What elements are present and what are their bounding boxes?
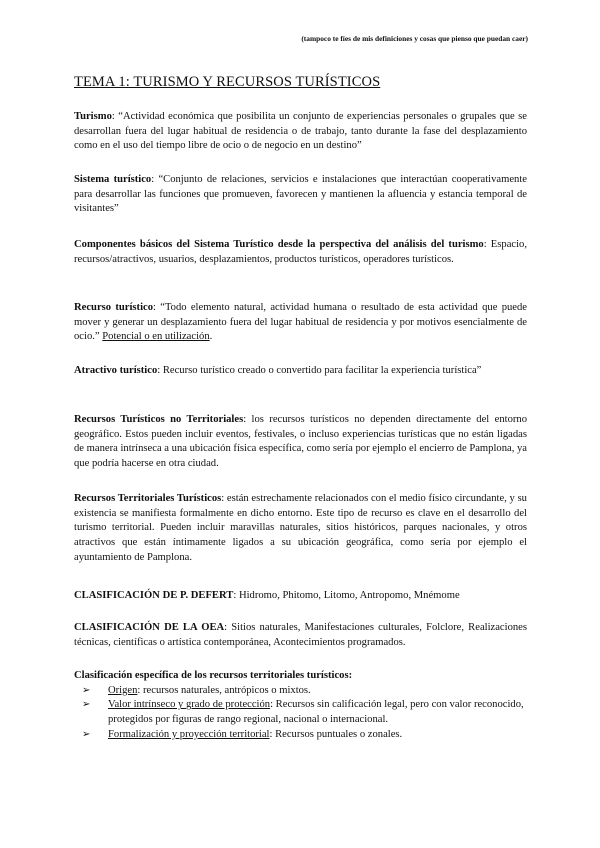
definition-atractivo-turistico [74, 364, 527, 379]
page-title: TEMA 1: TURISMO Y RECURSOS TURÍSTICOS [74, 74, 381, 90]
definition-term: Recursos Territoriales Turísticos [74, 493, 222, 504]
arrow-bullet-icon: ➢ [82, 728, 91, 740]
definition-text: : Sitios naturales, Manifestaciones culturales, Folclore, Realizaciones técnicas, científicas o artística contemporánea, Acontecimientos programados. [74, 622, 527, 648]
list-item-text: : Recursos sin calificación legal, pero con valor reconocido, protegidos por figuras de rango regional, nacional o internacional. [108, 699, 524, 726]
definition-text: : “Conjunto de relaciones, servicios e instalaciones que interactúan cooperativamente para desarrollar las funciones que promueven, favorecen y mantienen la afluencia y estancia temporal de visitantes” [74, 174, 527, 215]
list-item-text: : Recursos puntuales o zonales. [269, 728, 403, 740]
definition-text: : “Actividad económica que posibilita un conjunto de experiencias personales o grupales que se desarrollan fuera del lugar habitual de residencia o de trabajo, tanto durante la fase del desplazamiento como en el uso del tiempo libre de ocio o de negocio en un destino” [74, 111, 527, 152]
definition-text: : “Todo elemento natural, actividad humana o resultado de esta actividad que puede mover y generar un desplazamiento fuera del lugar habitual de residencia y por motivos esencialmente de ocio.” [74, 302, 527, 343]
list-item-label: Valor intrínseco y grado de protección [108, 699, 271, 711]
arrow-bullet-icon: ➢ [82, 684, 91, 696]
definition-text: : Hidromo, Phitomo, Litomo, Antropomo, Mnémome [233, 590, 460, 601]
list-item [74, 728, 527, 743]
definition-term: CLASIFICACIÓN DE P. DEFERT [74, 590, 234, 601]
definition-term: Recursos Turísticos no Territoriales [74, 414, 244, 425]
definition-term: Componentes básicos del Sistema Turístico desde la perspectiva del análisis del turismo [74, 239, 484, 250]
definition-after: . [209, 331, 213, 343]
definition-text: : los recursos turísticos no dependen directamente del entorno geográfico. Estos pueden incluir eventos, festivales, o incluso experiencias turísticas que no están ligadas de manera intrínseca a una ubicación física específica, como sería por ejemplo el encierro de Pamplona, ya que podría hacerse en otra ciudad. [74, 414, 527, 470]
list-item [74, 684, 527, 699]
definition-term: Sistema turístico [74, 174, 152, 185]
list-item [74, 698, 527, 727]
definition-term: Recurso turístico [74, 302, 154, 313]
list-item-label: Origen [108, 684, 138, 696]
arrow-bullet-icon: ➢ [82, 699, 91, 711]
header-note: (tampoco te fíes de mis definiciones y cosas que pienso que puedan caer) [301, 34, 528, 43]
definition-sistema-turistico [74, 173, 527, 217]
definition-recursos-territoriales [74, 492, 527, 566]
classification-list [74, 669, 527, 743]
definition-clasificacion-defert [74, 589, 527, 604]
definition-term: CLASIFICACIÓN DE LA OEA [74, 622, 225, 633]
definition-componentes [74, 238, 527, 267]
definition-text: : Recurso turístico creado o convertido para facilitar la experiencia turística” [157, 365, 482, 376]
definition-term: Atractivo turístico [74, 365, 158, 376]
definition-recurso-turistico [74, 301, 527, 345]
definition-clasificacion-oea [74, 621, 527, 650]
definition-text: : Espacio, recursos/atractivos, usuarios, desplazamientos, productos turísticos, operadores turísticos. [74, 239, 527, 265]
list-item-text: : recursos naturales, antrópicos o mixtos. [137, 684, 311, 696]
list-item-label: Formalización y proyección territorial [108, 728, 270, 740]
classification-heading: Clasificación específica de los recursos territoriales turísticos: [74, 670, 353, 681]
definition-term: Turismo [74, 111, 112, 122]
definition-underlined: Potencial o en utilización [102, 331, 210, 343]
definition-turismo [74, 110, 527, 154]
definition-text: : están estrechamente relacionados con el medio físico circundante, y su existencia se manifiesta formalmente en dicho entorno. Este tipo de recurso es clave en el desarrollo del turismo territorial. Pueden incluir maravillas naturales, sitios históricos, parques nacionales, y otros atractivos que están íntimamente ligados a su ubicación geográfica, como sería por ejemplo el ayuntamiento de Pamplona. [74, 493, 527, 563]
definition-recursos-no-territoriales [74, 413, 527, 472]
